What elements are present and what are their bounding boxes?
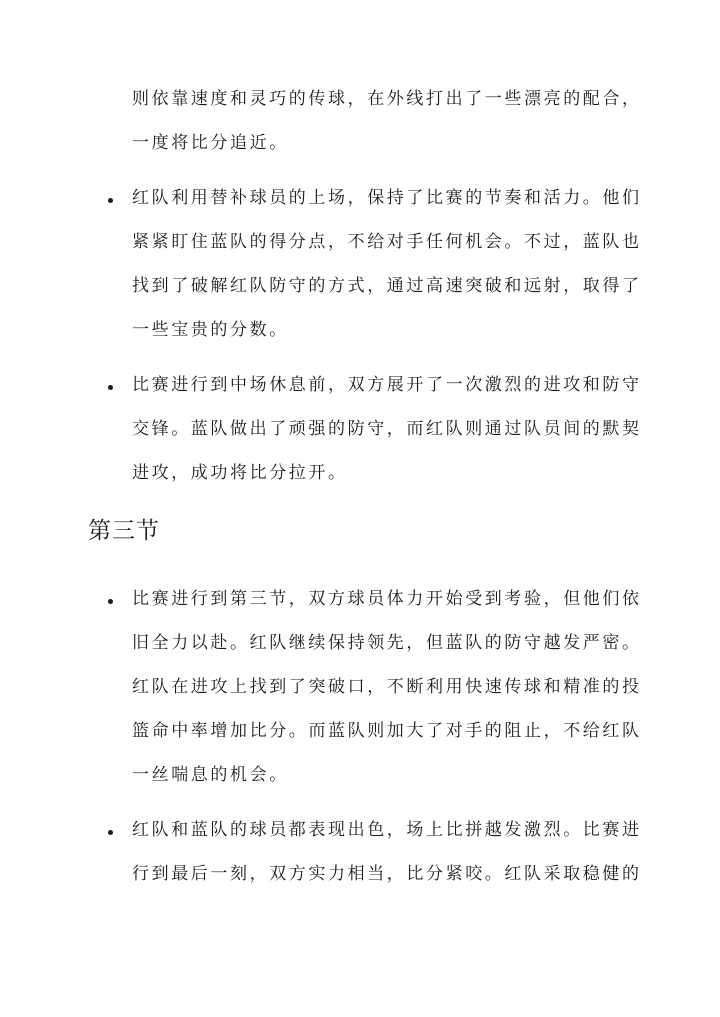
list-item-line: 旧全力以赴。红队继续保持领先，但蓝队的防守越发严密。 bbox=[132, 633, 642, 653]
list-item-line: 进攻，成功将比分拉开。 bbox=[132, 463, 348, 483]
list-item-line: 交锋。蓝队做出了顽强的防守，而红队则通过队员间的默契 bbox=[132, 419, 642, 439]
list-item-line: 紧紧盯住蓝队的得分点，不给对手任何机会。不过，蓝队也 bbox=[132, 232, 642, 252]
list-item-line: 比赛进行到中场休息前，双方展开了一次激烈的进攻和防守 bbox=[132, 375, 642, 395]
paragraph-line: 则依靠速度和灵巧的传球，在外线打出了一些漂亮的配合， bbox=[132, 89, 642, 109]
list-item-line: 篮命中率增加比分。而蓝队则加大了对手的阻止，不给红队 bbox=[132, 721, 642, 741]
list-item-line: 比赛进行到第三节，双方球员体力开始受到考验，但他们依 bbox=[132, 589, 642, 609]
bullet-icon bbox=[108, 385, 113, 390]
section-heading: 第三节 bbox=[88, 518, 160, 544]
list-item-line: 红队在进攻上找到了突破口，不断利用快速传球和精准的投 bbox=[132, 677, 642, 697]
list-item-line: 一丝喘息的机会。 bbox=[132, 765, 289, 785]
list-item-line: 红队和蓝队的球员都表现出色，场上比拼越发激烈。比赛进 bbox=[132, 820, 642, 840]
bullet-icon bbox=[108, 599, 113, 604]
bullet-icon bbox=[108, 198, 113, 203]
paragraph-line: 一度将比分追近。 bbox=[132, 133, 289, 153]
list-item-line: 红队利用替补球员的上场，保持了比赛的节奏和活力。他们 bbox=[132, 188, 642, 208]
bullet-icon bbox=[108, 830, 113, 835]
list-item-line: 找到了破解红队防守的方式，通过高速突破和远射，取得了 bbox=[132, 276, 642, 296]
list-item-line: 行到最后一刻，双方实力相当，比分紧咬。红队采取稳健的 bbox=[132, 864, 642, 884]
list-item-line: 一些宝贵的分数。 bbox=[132, 320, 289, 340]
